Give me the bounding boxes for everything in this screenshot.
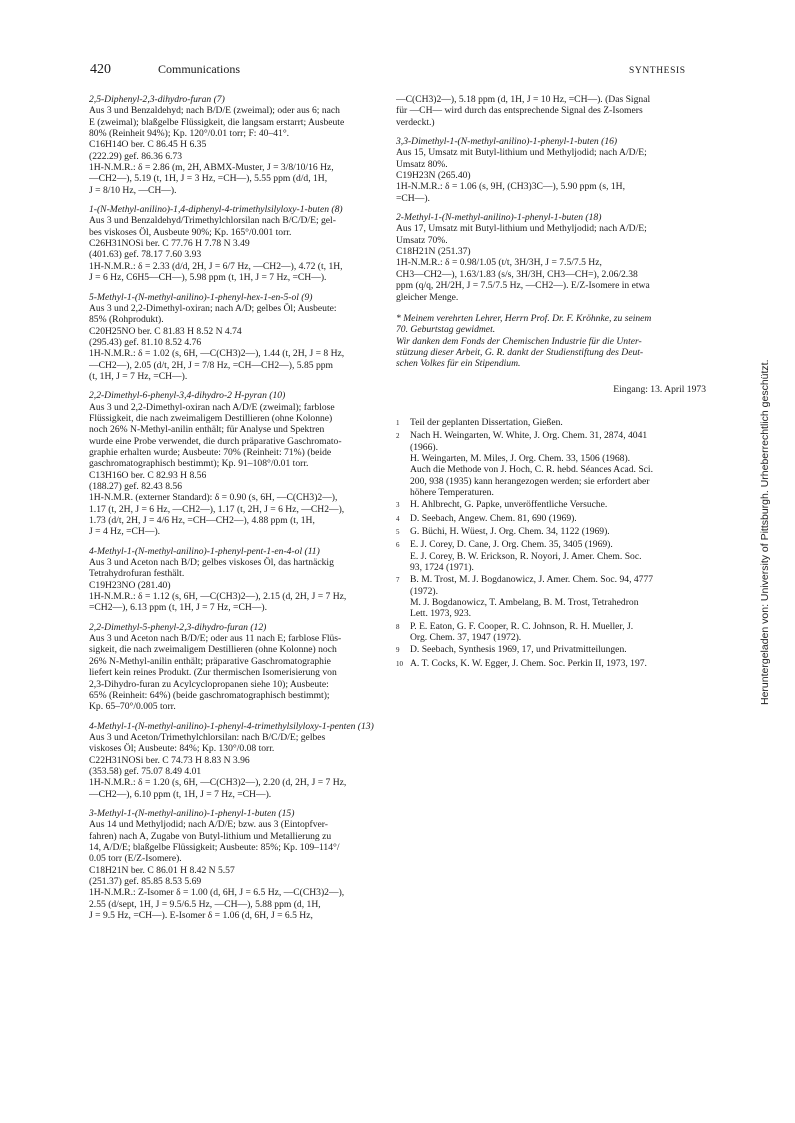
reference-item — [396, 513, 708, 525]
reference-line: (1972). — [410, 585, 438, 597]
entry-line: =CH—). — [396, 192, 430, 204]
references-list — [396, 417, 708, 670]
compound-title: 2,2-Dimethyl-6-phenyl-3,4-dihydro-2 H-pyran (10) — [89, 390, 286, 402]
entry-line: (401.63) gef. 78.17 7.60 3.93 — [89, 249, 202, 261]
entry-line: 1.73 (d/t, 2H, J = 4/6 Hz, =CH—CH2—), 4.88 ppm (t, 1H, — [89, 515, 315, 527]
reference-line: D. Seebach, Synthesis 1969, 17, und Privatmitteilungen. — [410, 644, 627, 656]
reference-line: 200, 938 (1935) kann herangezogen werden; sie erfordert aber — [410, 475, 650, 487]
reference-body — [410, 658, 708, 670]
compound-title: 1-(N-Methyl-anilino)-1,4-diphenyl-4-trimethylsilyloxy-1-buten (8) — [89, 204, 343, 216]
entry-line: 1.17 (t, 2H, J = 6 Hz, —CH2—), 1.17 (t, 2H, J = 6 Hz, —CH2—), — [89, 503, 345, 515]
entry-line: bes viskoses Öl, Ausbeute 90%; Kp. 165°/0.001 torr. — [89, 226, 292, 238]
compound-title: 4-Methyl-1-(N-methyl-anilino)-1-phenyl-pent-1-en-4-ol (11) — [89, 545, 320, 557]
entry-line: J = 8/10 Hz, —CH—). — [89, 184, 177, 196]
entry-line: Aus 3 und Aceton nach B/D/E; oder aus 11 nach E; farblose Flüs- — [89, 633, 342, 645]
entry-line: 1H-N.M.R.: δ = 1.20 (s, 6H, —C(CH3)2—), 2.20 (d, 2H, J = 7 Hz, — [89, 777, 347, 789]
entry-line: —CH2—), 5.19 (t, 1H, J = 3 Hz, =CH—), 5.55 ppm (d/d, 1H, — [89, 173, 328, 185]
reference-number: 7 — [396, 576, 400, 585]
entry-line: Aus 3 und 2,2-Dimethyl-oxiran; nach A/D; gelbes Öl; Ausbeute: — [89, 302, 337, 314]
compound-entry — [89, 94, 374, 196]
entry-line: 1H-N.M.R. (externer Standard): δ = 0.90 (s, 6H, —C(CH3)2—), — [89, 492, 338, 504]
reference-line: (1966). — [410, 441, 438, 453]
download-watermark — [746, 125, 771, 705]
entry-line: Aus 15, Umsatz mit Butyl-lithium und Methyljodid; nach A/D/E; — [396, 147, 647, 159]
left-column — [89, 94, 374, 929]
entry-line: (188.27) gef. 82.43 8.56 — [89, 481, 182, 492]
right-entries — [396, 136, 708, 303]
continuation-text — [396, 94, 708, 128]
compound-entry — [89, 292, 374, 383]
entry-line: 85% (Rohprodukt). — [89, 314, 164, 326]
entry-line: liefert kein reines Produkt. (Zur thermischen Isomerisierung von — [89, 667, 337, 679]
reference-number: 8 — [396, 622, 400, 631]
entry-line: =CH2—), 6.13 ppm (t, 1H, J = 7 Hz, =CH—). — [89, 602, 267, 614]
compound-entry — [89, 390, 374, 537]
entry-line: —C(CH3)2—), 5.18 ppm (d, 1H, J = 10 Hz, =CH—). (Das Signal — [396, 94, 651, 105]
entry-line: CH3—CH2—), 1.63/1.83 (s/s, 3H/3H, CH3—CH=), 2.06/2.38 — [396, 268, 638, 280]
entry-line: Aus 3 und Aceton nach B/D; gelbes viskoses Öl, das hartnäckig — [89, 557, 334, 569]
reference-line: D. Seebach, Angew. Chem. 81, 690 (1969). — [410, 512, 577, 524]
reference-item — [396, 658, 708, 670]
entry-line: C19H23NO (281.40) — [89, 579, 171, 591]
entry-line: 0.05 torr (E/Z-Isomere). — [89, 853, 182, 865]
reference-line: Lett. 1973, 923. — [410, 608, 472, 620]
journal-name: SYNTHESIS — [629, 66, 686, 76]
entry-line: fahren) nach A, Zugabe von Butyl-lithium und Metallierung zu — [89, 830, 332, 842]
reference-body — [410, 644, 708, 656]
reference-number: 3 — [396, 501, 400, 510]
note-line: stützung dieser Arbeit, G. R. dankt der Studienstiftung des Deut- — [396, 346, 644, 358]
compound-title: 2,5-Diphenyl-2,3-dihydro-furan (7) — [89, 94, 225, 105]
reference-line: H. Ahlbrecht, G. Papke, unveröffentliche Versuche. — [410, 499, 608, 511]
entry-line: (251.37) gef. 85.85 8.53 5.69 — [89, 876, 202, 887]
entry-line: Aus 3 und Benzaldehyd/Trimethylchlorsilan nach B/C/D/E; gel- — [89, 215, 336, 227]
entry-line: C18H21N (251.37) — [396, 246, 471, 258]
reference-item — [396, 526, 708, 538]
compound-entry — [89, 721, 374, 800]
reference-item — [396, 417, 708, 429]
entry-line: 1H-N.M.R.: Z-Isomer δ = 1.00 (d, 6H, J = 6.5 Hz, —C(CH3)2—), — [89, 887, 345, 899]
reference-item — [396, 499, 708, 511]
reference-body — [410, 574, 708, 619]
reference-number: 4 — [396, 514, 400, 523]
entry-line: 1H-N.M.R.: δ = 1.06 (s, 9H, (CH3)3C—), 5.90 ppm (s, 1H, — [396, 181, 625, 193]
reference-number: 1 — [396, 418, 400, 427]
entry-line: C16H14O ber. C 86.45 H 6.35 — [89, 139, 207, 151]
entry-line: (222.29) gef. 86.36 6.73 — [89, 150, 182, 162]
page-number: 420 — [90, 62, 111, 77]
reference-item — [396, 430, 708, 498]
compound-title: 2,2-Dimethyl-5-phenyl-2,3-dihydro-furan (12) — [89, 621, 267, 633]
entry-line: E (zweimal); blaßgelbe Flüssigkeit, die langsam erstarrt; Ausbeute — [89, 116, 345, 128]
entry-line: 1H-N.M.R.: δ = 0.98/1.05 (t/t, 3H/3H, J = 7.5/7.5 Hz, — [396, 257, 602, 269]
entry-line: (295.43) gef. 81.10 8.52 4.76 — [89, 336, 202, 348]
entry-line: Tetrahydrofuran festhält. — [89, 568, 185, 580]
entry-line: J = 4 Hz, =CH—). — [89, 526, 161, 538]
reference-body — [410, 539, 708, 573]
entry-line: 2.55 (d/sept, 1H, J = 9.5/6.5 Hz, —CH—), 5.88 ppm (d, 1H, — [89, 898, 321, 910]
reference-line: E. J. Corey, B. W. Erickson, R. Noyori, J. Amer. Chem. Soc. — [410, 550, 642, 562]
entry-line: Aus 3 und 2,2-Dimethyl-oxiran nach A/D/E (zweimal); farblose — [89, 401, 335, 413]
entry-line: (t, 1H, J = 7 Hz, =CH—). — [89, 370, 188, 382]
compound-title: 2-Methyl-1-(N-methyl-anilino)-1-phenyl-1-buten (18) — [396, 212, 602, 224]
reference-body — [410, 499, 708, 511]
entry-line: —CH2—), 6.10 ppm (t, 1H, J = 7 Hz, =CH—). — [89, 788, 272, 800]
right-column — [396, 94, 708, 671]
compound-title: 3-Methyl-1-(N-methyl-anilino)-1-phenyl-1-buten (15) — [89, 807, 295, 819]
entry-line: 14, A/D/E; blaßgelbe Flüssigkeit; Ausbeute: 85%; Kp. 109–114°/ — [89, 841, 340, 853]
entry-line: Aus 14 und Methyljodid; nach A/D/E; bzw. aus 3 (Eintopfver- — [89, 819, 328, 831]
compound-entry — [89, 204, 374, 283]
note-line: Wir danken dem Fonds der Chemischen Industrie für die Unter- — [396, 335, 642, 347]
reference-body — [410, 526, 708, 538]
entry-line: C22H31NOSi ber. C 74.73 H 8.83 N 3.96 — [89, 754, 250, 766]
reference-line: Org. Chem. 37, 1947 (1972). — [410, 632, 522, 644]
reference-line: 93, 1724 (1971). — [410, 562, 474, 574]
entry-line: C13H16O ber. C 82.93 H 8.56 — [89, 469, 207, 481]
entry-line: (353.58) gef. 75.07 8.49 4.01 — [89, 765, 202, 777]
entry-line: C18H21N ber. C 86.01 H 8.42 N 5.57 — [89, 864, 235, 876]
reference-item — [396, 644, 708, 656]
note-line: schen Volkes für ein Stipendium. — [396, 358, 521, 370]
entry-line: 26% N-Methyl-anilin enthält; präparative Gaschromatographie — [89, 655, 331, 667]
entry-line: viskoses Öl; Ausbeute: 84%; Kp. 130°/0.08 torr. — [89, 743, 275, 755]
entry-line: für —CH— wird durch das entsprechende Signal des Z-Isomers — [396, 105, 643, 117]
reference-number: 6 — [396, 541, 400, 550]
entry-line: C20H25NO ber. C 81.83 H 8.52 N 4.74 — [89, 325, 242, 337]
reference-line: B. M. Trost, M. J. Bogdanowicz, J. Amer. Chem. Soc. 94, 4777 — [410, 574, 654, 586]
entry-line: 65% (Reinheit: 64%) (beide gaschromatographisch bestimmt); — [89, 689, 330, 701]
reference-item — [396, 574, 708, 619]
compound-entry — [89, 546, 374, 614]
entry-line: noch 26% N-Methyl-anilin enthält; für Analyse und Spektren — [89, 424, 325, 436]
reference-body — [410, 430, 708, 498]
entry-line: —CH2—), 2.05 (d/t, 2H, J = 7/8 Hz, =CH—CH2—), 5.85 ppm — [89, 359, 333, 371]
compound-entry — [396, 212, 708, 303]
entry-line: Aus 3 und Benzaldehyd; nach B/D/E (zweimal); oder aus 6; nach — [89, 105, 340, 117]
reference-number: 10 — [396, 659, 403, 668]
reference-item — [396, 621, 708, 644]
compound-title: 5-Methyl-1-(N-methyl-anilino)-1-phenyl-hex-1-en-5-ol (9) — [89, 291, 313, 303]
reference-line: Auch die Methode von J. Hoch, C. R. hebd. Séances Acad. Sci. — [410, 464, 653, 476]
reference-line: M. J. Bogdanowicz, T. Ambelang, B. M. Trost, Tetrahedron — [410, 597, 639, 609]
reference-line: Teil der geplanten Dissertation, Gießen. — [410, 416, 563, 428]
section-title: Communications — [158, 62, 240, 76]
reference-line: H. Weingarten, M. Miles, J. Org. Chem. 33, 1506 (1968). — [410, 452, 631, 464]
entry-line: Aus 17, Umsatz mit Butyl-lithium und Methyljodid; nach A/D/E; — [396, 223, 647, 235]
compound-title: 4-Methyl-1-(N-methyl-anilino)-1-phenyl-4-trimethylsilyloxy-1-penten (13) — [89, 720, 374, 732]
reference-number: 5 — [396, 528, 400, 536]
entry-line: 80% (Reinheit 94%); Kp. 120°/0.01 torr; F: 40–41°. — [89, 128, 290, 140]
entry-line: C19H23N (265.40) — [396, 170, 471, 182]
entry-line: C26H31NOSi ber. C 77.76 H 7.78 N 3.49 — [89, 238, 250, 250]
reference-line: Nach H. Weingarten, W. White, J. Org. Chem. 31, 2874, 4041 — [410, 430, 648, 442]
reference-line: höhere Temperaturen. — [410, 486, 494, 498]
compound-entry — [396, 136, 708, 204]
entry-line: ppm (q/q, 2H/2H, J = 7.5/7.5 Hz, —CH2—). E/Z-Isomere in etwa — [396, 280, 650, 292]
dedication-note — [396, 313, 708, 370]
reference-line: G. Büchi, H. Wüest, J. Org. Chem. 34, 1122 (1969). — [410, 526, 610, 537]
entry-line: 1H-N.M.R.: δ = 1.12 (s, 6H, —C(CH3)2—), 2.15 (d, 2H, J = 7 Hz, — [89, 591, 347, 603]
reference-body — [410, 513, 708, 525]
reference-number: 2 — [396, 432, 400, 441]
entry-line: verdeckt.) — [396, 116, 435, 128]
received-date: Eingang: 13. April 1973 — [613, 383, 706, 395]
entry-line: 1H-N.M.R.: δ = 1.02 (s, 6H, —C(CH3)2—), 1.44 (t, 2H, J = 8 Hz, — [89, 348, 345, 360]
entry-line: graphie erhalten wurde; Ausbeute: 70% (Reinheit: 71%) (beide — [89, 446, 332, 458]
compound-entry — [89, 622, 374, 713]
reference-line: E. J. Corey, D. Cane, J. Org. Chem. 35, 3405 (1969). — [410, 539, 613, 551]
compound-title: 3,3-Dimethyl-1-(N-methyl-anilino)-1-phenyl-1-buten (16) — [396, 136, 618, 148]
entry-line: gaschromatographisch bestimmt); Kp. 91–108°/0.01 torr. — [89, 458, 309, 470]
entry-line: 1H-N.M.R.: δ = 2.33 (d/d, 2H, J = 6/7 Hz, —CH2—), 4.72 (t, 1H, — [89, 260, 343, 272]
reference-item — [396, 539, 708, 573]
entry-line: wurde eine Probe verwendet, die durch präparative Gaschromato- — [89, 435, 342, 447]
entry-line: 2,3-Dihydro-furan zu Acylcyclopropanen siehe 10); Ausbeute: — [89, 678, 329, 690]
entry-line: sigkeit, die nach zweimaligem Destillieren (ohne Kolonne) noch — [89, 644, 337, 656]
watermark-text: Heruntergeladen von: University of Pittsburgh. Urheberrechtlich geschützt. — [759, 359, 771, 705]
entry-line: J = 6 Hz, C6H5—CH—), 5.98 ppm (t, 1H, J = 7 Hz, =CH—). — [89, 272, 327, 284]
note-line: 70. Geburtstag gewidmet. — [396, 324, 496, 336]
entry-line: gleicher Menge. — [396, 291, 459, 303]
note-line: * Meinem verehrten Lehrer, Herrn Prof. Dr. F. Kröhnke, zu seinem — [396, 312, 652, 324]
entry-line: 1H-N.M.R.: δ = 2.86 (m, 2H, ABMX-Muster, J = 3/8/10/16 Hz, — [89, 162, 334, 174]
compound-entry — [89, 808, 374, 921]
reference-line: A. T. Cocks, K. W. Egger, J. Chem. Soc. Perkin II, 1973, 197. — [410, 657, 647, 669]
entry-line: J = 9.5 Hz, =CH—). E-Isomer δ = 1.06 (d, 6H, J = 6.5 Hz, — [89, 910, 313, 922]
entry-line: Umsatz 70%. — [396, 234, 448, 246]
entry-line: Flüssigkeit, die nach zweimaligem Destillieren (ohne Kolonne) — [89, 412, 333, 424]
entry-line: Kp. 65–70°/0.005 torr. — [89, 701, 176, 713]
reference-line: P. E. Eaton, G. F. Cooper, R. C. Johnson, R. H. Mueller, J. — [410, 620, 634, 632]
reference-body — [410, 621, 708, 644]
reference-body — [410, 417, 708, 429]
entry-line: Aus 3 und Aceton/Trimethylchlorsilan: nach B/C/D/E; gelbes — [89, 731, 326, 743]
entry-line: Umsatz 80%. — [396, 158, 448, 170]
reference-number: 9 — [396, 646, 400, 655]
